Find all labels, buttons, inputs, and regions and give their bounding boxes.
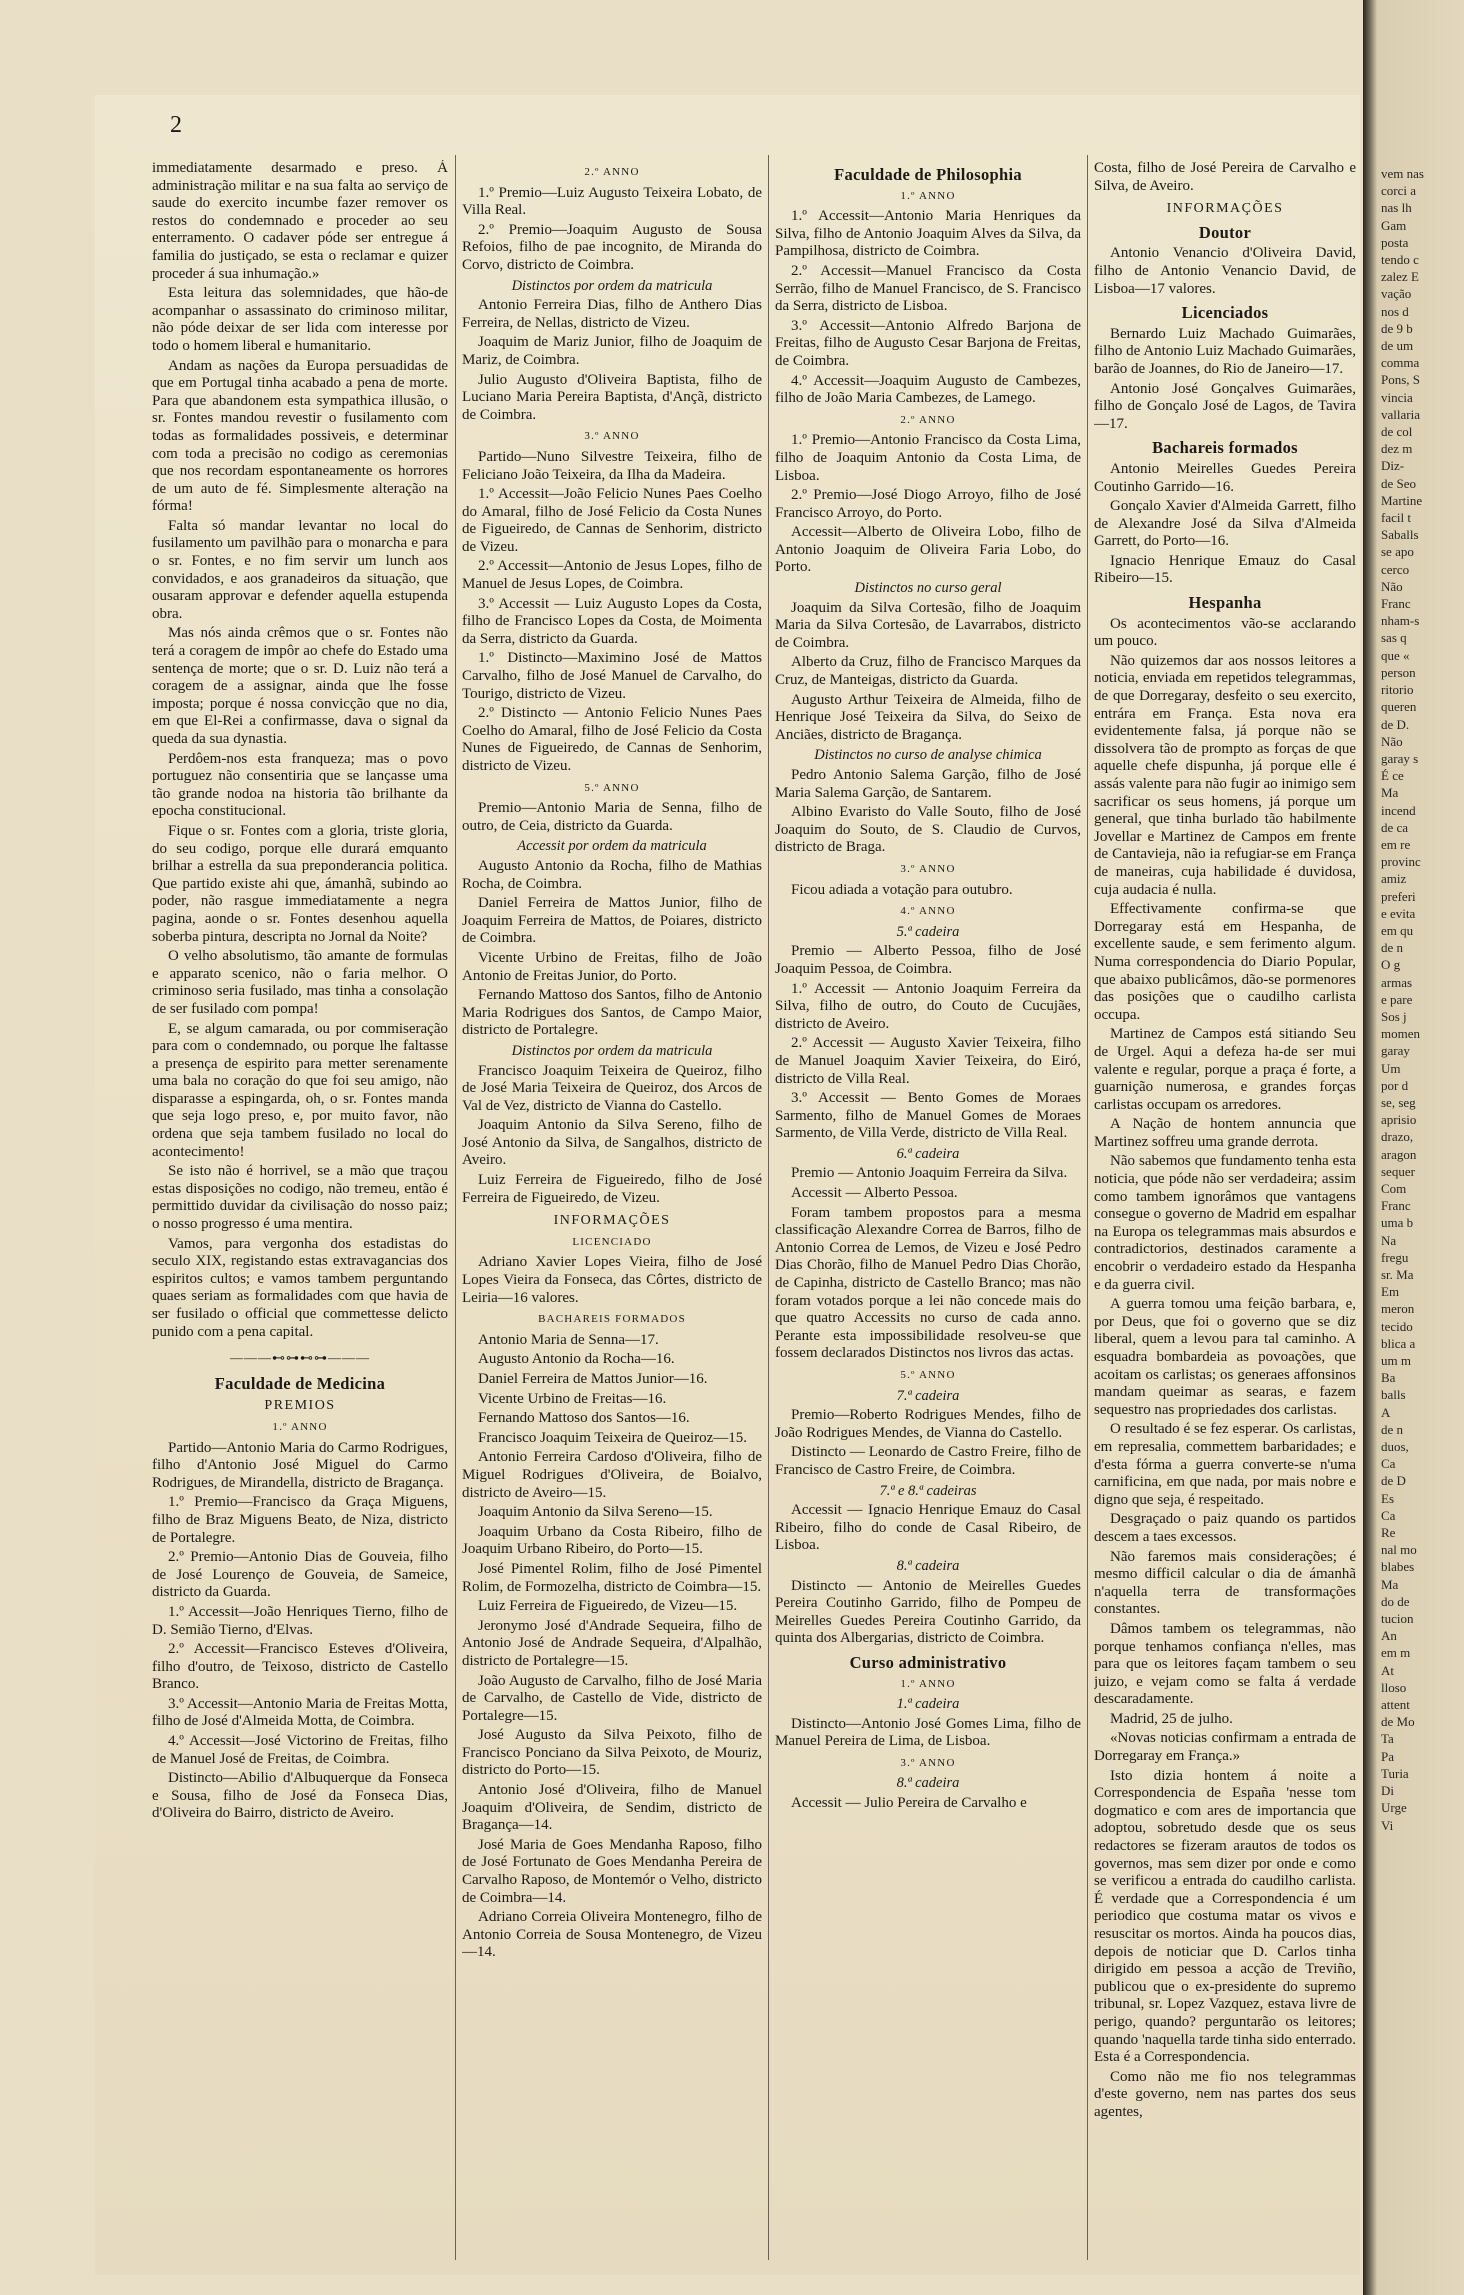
adjacent-page-line: se apo bbox=[1381, 544, 1414, 560]
list-item: Augusto Antonio da Rocha—16. bbox=[478, 1351, 675, 1368]
subheading: Distinctos no curso de analyse chimica bbox=[814, 747, 1042, 764]
adjacent-page-line: nham-s bbox=[1381, 613, 1420, 629]
adjacent-page-line: posta bbox=[1381, 234, 1409, 250]
column-rule bbox=[455, 155, 456, 2260]
adjacent-page-line: em qu bbox=[1381, 922, 1414, 938]
list-item: Luiz Ferreira de Figueiredo, filho de José Ferreira de Figueiredo, de Vizeu. bbox=[462, 1172, 762, 1206]
list-item: Alberto da Cruz, filho de Francisco Marques da Cruz, de Manteigas, districto da Guarda. bbox=[775, 654, 1081, 689]
year-heading: 2.º ANNO bbox=[900, 413, 956, 426]
adjacent-page-line: An bbox=[1381, 1628, 1397, 1644]
adjacent-page-line: Com bbox=[1381, 1180, 1407, 1196]
adjacent-page-line: zalez E bbox=[1381, 269, 1419, 285]
list-item: 2.º Premio—Joaquim Augusto de Sousa Refoios, filho de pae incognito, de Miranda do Corvo, districto de Coimbra. bbox=[462, 221, 762, 273]
adjacent-page-line: É ce bbox=[1381, 768, 1404, 784]
adjacent-page-line: Es bbox=[1381, 1490, 1394, 1506]
list-item: Adriano Correia Oliveira Montenegro, filho de Antonio Correia de Sousa Montenegro, de Vizeu—14. bbox=[462, 1909, 762, 1961]
list-item: Augusto Antonio da Rocha, filho de Mathias Rocha, de Coimbra. bbox=[462, 857, 762, 892]
list-item: Ignacio Henrique Emauz do Casal Ribeiro—15. bbox=[1094, 552, 1356, 587]
subheading: 6.ª cadeira bbox=[896, 1145, 960, 1162]
list-item: 1.º Distincto—Maximino José de Mattos Carvalho, filho de José Manuel de Carvalho, do Tourigo, districto de Vizeu. bbox=[462, 650, 762, 702]
adjacent-page-line: se, seg bbox=[1381, 1094, 1416, 1110]
paragraph: immediatamente desarmado e preso. Á administração militar e na sua falta ao serviço de saude do exercito incumbe fazer remover os restos do condemnado e proceder ao seu enterramento. O cadaver póde ser entregue á familia do justiçado, se esta o reclamar e quizer proceder á sua inhumação.» bbox=[152, 160, 448, 282]
year-heading: 1.º ANNO bbox=[900, 1677, 956, 1690]
adjacent-page-line: facil t bbox=[1381, 510, 1411, 526]
section-heading: Faculdade de Medicina bbox=[214, 1373, 386, 1393]
year-heading: 5.º ANNO bbox=[584, 781, 640, 794]
subheading: Distinctos por ordem da matricula bbox=[511, 1042, 713, 1059]
list-item: 2.º Premio—Antonio Dias de Gouveia, filho de José Lourenço de Gouveia, de Sameice, districto da Guarda. bbox=[152, 1549, 448, 1601]
list-item: Accessit—Alberto de Oliveira Lobo, filho de Antonio Joaquim de Oliveira Faria Lobo, do Porto. bbox=[775, 524, 1081, 576]
adjacent-page-line: sas q bbox=[1381, 630, 1407, 646]
adjacent-page-line: momen bbox=[1381, 1026, 1420, 1042]
list-item: Joaquim da Silva Cortesão, filho de Joaquim Maria da Silva Cortesão, de Lavarrabos, districto de Coimbra. bbox=[775, 599, 1081, 651]
adjacent-page-line: tecido bbox=[1381, 1318, 1413, 1334]
list-item: 3.º Accessit — Bento Gomes de Moraes Sarmento, filho de Manuel Gomes de Moraes Sarmento, de Villa Verde, districto de Villa Real. bbox=[775, 1090, 1081, 1142]
list-item: Antonio José d'Oliveira, filho de Manuel Joaquim d'Oliveira, de Sendim, districto de Bragança—14. bbox=[462, 1782, 762, 1834]
paragraph: O resultado é se fez esperar. Os carlistas, em represalia, commettem barbaridades; e d'esta fórma a guerra converte-se n'uma carnificina, em que nada, por mais nobre e digno que seja, é respeitado. bbox=[1094, 1421, 1356, 1508]
adjacent-page-line: por d bbox=[1381, 1077, 1409, 1093]
year-heading: 5.º ANNO bbox=[900, 1369, 956, 1381]
section-heading: Faculdade de Philosophia bbox=[834, 165, 1022, 184]
paragraph: Desgraçado o paiz quando os partidos descem a taes excessos. bbox=[1094, 1511, 1356, 1545]
adjacent-page-line: sequer bbox=[1381, 1163, 1415, 1179]
list-item: Albino Evaristo do Valle Souto, filho de José Joaquim do Souto, de S. Claudio de Curvos, districto de Braga. bbox=[775, 804, 1081, 856]
paragraph: «Novas noticias confirmam a entrada de Dorregaray em França.» bbox=[1094, 1730, 1356, 1765]
adjacent-page-line: aprisio bbox=[1381, 1112, 1417, 1128]
list-item: Accessit — Julio Pereira de Carvalho e bbox=[791, 1795, 1027, 1812]
subheading: Licenciados bbox=[1181, 303, 1269, 323]
list-item: Premio—Antonio Maria de Senna, filho de outro, de Ceia, districto da Guarda. bbox=[462, 800, 762, 834]
adjacent-page-line: meron bbox=[1381, 1301, 1415, 1317]
adjacent-page-line: garay s bbox=[1381, 750, 1419, 766]
subheading: LICENCIADO bbox=[572, 1235, 652, 1248]
adjacent-page-line: Re bbox=[1381, 1525, 1396, 1541]
adjacent-page-line: At bbox=[1381, 1662, 1394, 1678]
subheading: 7.ª cadeira bbox=[896, 1387, 960, 1404]
subheading: Doutor bbox=[1198, 222, 1252, 242]
section-heading: Hespanha bbox=[1188, 593, 1262, 613]
list-item: 2.º Accessit — Augusto Xavier Teixeira, filho de Manuel Joaquim Xavier Teixeira, do Eiró, districto de Villa Real. bbox=[775, 1035, 1081, 1087]
list-item: Bernardo Luiz Machado Guimarães, filho de Antonio Luiz Machado Guimarães, barão de Joannes, do Rio de Janeiro—17. bbox=[1094, 325, 1356, 377]
adjacent-page-line: de D. bbox=[1381, 716, 1410, 732]
adjacent-page-line: aragon bbox=[1381, 1146, 1417, 1162]
list-item: 1.º Premio—Francisco da Graça Miguens, filho de Braz Miguens Beato, de Niza, districto de Portalegre. bbox=[152, 1494, 448, 1546]
list-item: 4.º Accessit—Joaquim Augusto de Cambezes, filho de João Maria Cambezes, de Lamego. bbox=[775, 372, 1081, 407]
year-heading: 4.º ANNO bbox=[900, 905, 956, 918]
subheading: Distinctos por ordem da matricula bbox=[511, 277, 713, 294]
list-item: Partido—Antonio Maria do Carmo Rodrigues, filho d'Antonio José Miguel do Carmo Rodrigues, de Mirandella, districto de Bragança. bbox=[152, 1439, 448, 1491]
year-heading: 2.º ANNO bbox=[584, 166, 640, 178]
adjacent-page-line: e pare bbox=[1381, 991, 1413, 1007]
subheading: BACHAREIS FORMADOS bbox=[538, 1313, 686, 1326]
list-item: Luiz Ferreira de Figueiredo, de Vizeu—15. bbox=[478, 1598, 738, 1615]
adjacent-page-line: Não bbox=[1381, 578, 1403, 594]
list-item: Antonio Ferreira Cardoso d'Oliveira, filho de Miguel Rodrigues d'Oliveira, de Boialvo, districto de Aveiro—15. bbox=[462, 1449, 762, 1501]
list-item: Distincto—Abilio d'Albuquerque da Fonseca e Sousa, filho de José da Fonseca Dias, d'Oliveira do Bairro, districto de Aveiro. bbox=[152, 1770, 448, 1822]
adjacent-page-text bbox=[1381, 165, 1464, 1834]
adjacent-page-line: Franc bbox=[1381, 1198, 1411, 1214]
adjacent-page-line: A bbox=[1381, 1404, 1391, 1420]
adjacent-page-line: Ca bbox=[1381, 1456, 1396, 1472]
subheading: INFORMAÇÕES bbox=[1166, 201, 1284, 217]
page-number: 2 bbox=[170, 112, 182, 138]
column-1 bbox=[152, 160, 448, 2260]
subheading: 8.ª cadeira bbox=[896, 1775, 960, 1792]
adjacent-page-line: Ma bbox=[1381, 1576, 1399, 1592]
adjacent-page-line: em m bbox=[1381, 1645, 1411, 1661]
subheading: 8.ª cadeira bbox=[896, 1557, 960, 1574]
list-item: 2.º Accessit—Francisco Esteves d'Oliveira, filho d'outro, de Teixoso, districto de Castello Branco. bbox=[152, 1641, 448, 1693]
adjacent-page-line: Gam bbox=[1381, 217, 1407, 233]
adjacent-page-line: Um bbox=[1381, 1060, 1401, 1076]
adjacent-page-line: de D bbox=[1381, 1473, 1406, 1489]
adjacent-page-line: Não bbox=[1381, 733, 1403, 749]
paragraph: Vamos, para vergonha dos estadistas do seculo XIX, registando estas extravagancias dos espiritos cultos; e vamos tambem perguntando quaes seriam as formalidades com que havia de ser fusilado o official que commettesse delicto punido com a pena capital. bbox=[152, 1235, 448, 1340]
adjacent-page-line: Di bbox=[1381, 1783, 1394, 1799]
paragraph: Como não me fio nos telegrammas d'este governo, nem nas partes dos seus agentes, bbox=[1094, 2068, 1356, 2120]
subheading: Accessit por ordem da matricula bbox=[517, 838, 707, 855]
list-item: 3.º Accessit—Antonio Alfredo Barjona de Freitas, filho de Augusto Cesar Barjona de Freitas, de Coimbra. bbox=[775, 317, 1081, 369]
list-item: Antonio Venancio d'Oliveira David, filho de Antonio Venancio David, de Lisboa—17 valores. bbox=[1094, 245, 1356, 297]
paragraph: Falta só mandar levantar no local do fusilamento um pavilhão para o monarcha e para o sr. Fontes, e no fim servir um lunch aos convidados, e aos granadeiros da situação, que ousaram approvar e defender aquella estupenda obra. bbox=[152, 517, 448, 622]
adjacent-page-line: duos, bbox=[1381, 1439, 1409, 1455]
list-item: 1.º Accessit—João Henriques Tierno, filho de D. Semião Tierno, d'Elvas. bbox=[152, 1603, 448, 1638]
adjacent-page-line: um m bbox=[1381, 1353, 1411, 1369]
adjacent-page-line: e evita bbox=[1381, 905, 1416, 921]
subheading: Bachareis formados bbox=[1152, 438, 1298, 458]
list-item: 1.º Accessit—João Felicio Nunes Paes Coelho do Amaral, filho de José Felicio da Costa Nunes de Figueiredo, de Cannas de Senhorim, districto de Vizeu. bbox=[462, 486, 762, 555]
adjacent-page-line: do de bbox=[1381, 1593, 1410, 1609]
paragraph: O velho absolutismo, tão amante de formulas e apparato scenico, não o faria melhor. O criminoso seria fusilado, mas tinha a consolação de ser fusilado com pompa! bbox=[152, 948, 448, 1017]
adjacent-page-line: tucion bbox=[1381, 1611, 1414, 1627]
dateline: Madrid, 25 de julho. bbox=[1110, 1710, 1233, 1727]
paragraph: A guerra tomou uma feição barbara, e, por Deus, que foi o governo que se diz liberal, quem a levou para tal caminho. A esquadra bombardeia as povoações, que acoitam os carlistas; os generaes affonsinos mandam queimar as searas, e fazem sequestro nas propriedades dos carlistas. bbox=[1094, 1296, 1356, 1418]
list-item: Francisco Joaquim Teixeira de Queiroz—15. bbox=[478, 1429, 748, 1446]
list-item: Distincto—Antonio José Gomes Lima, filho de Manuel Pereira de Lima, de Lisboa. bbox=[775, 1715, 1081, 1750]
adjacent-page-line: provinc bbox=[1381, 854, 1421, 870]
adjacent-page-line: Ca bbox=[1381, 1507, 1396, 1523]
adjacent-page-line: incend bbox=[1381, 802, 1416, 818]
subheading: INFORMAÇÕES bbox=[553, 1213, 671, 1229]
adjacent-page-line: blica a bbox=[1381, 1335, 1416, 1351]
adjacent-page-line: nos d bbox=[1381, 303, 1409, 319]
adjacent-page-line: attent bbox=[1381, 1697, 1410, 1713]
adjacent-page-line: fregu bbox=[1381, 1249, 1409, 1265]
list-item: Francisco Joaquim Teixeira de Queiroz, filho de José Maria Teixeira de Queiroz, dos Arcos de Val de Vez, districto de Vianna do Castello. bbox=[462, 1062, 762, 1114]
list-item: Partido—Nuno Silvestre Teixeira, filho de Feliciano João Teixeira, da Ilha da Madeira. bbox=[462, 448, 762, 483]
paragraph: Fique o sr. Fontes com a gloria, triste gloria, do seu codigo, porque elle durará emquanto brilhar a estrella da sua preponderancia politica. Que partido existe ahi que, ámanhã, subindo ao poder, não rasgue immediatamente a negra pagina, aonde o sr. Fontes desenhou aquella soberba pintura, descripta no Jornal da Noite? bbox=[152, 822, 448, 945]
list-item: Antonio Meirelles Guedes Pereira Coutinho Garrido—16. bbox=[1094, 460, 1356, 495]
list-item: Julio Augusto d'Oliveira Baptista, filho de Luciano Maria Pereira Baptista, d'Ançã, districto de Coimbra. bbox=[462, 371, 762, 423]
list-item: Daniel Ferreira de Mattos Junior, filho de Joaquim Ferreira de Mattos, de Poiares, districto de Coimbra. bbox=[462, 895, 762, 947]
adjacent-page-line: de col bbox=[1381, 424, 1413, 440]
list-item: Daniel Ferreira de Mattos Junior—16. bbox=[478, 1371, 708, 1387]
paragraph: E, se algum camarada, ou por commiseração para com o condemnado, ou porque lhe faltasse a presença de espirito para metter serenamente uma bala no coração do que foi seu amigo, não disparasse a espingarda, oh, o sr. Fontes manda que seja logo preso, e, por muito favor, não ordena que seja tambem fusilado no local do acontecimento! bbox=[152, 1020, 448, 1160]
year-heading: 3.º ANNO bbox=[900, 1756, 956, 1769]
list-item: Joaquim Antonio da Silva Sereno—15. bbox=[478, 1504, 713, 1521]
list-item: 2.º Accessit—Manuel Francisco da Costa Serrão, filho de Manuel Francisco, de S. Francisco da Serra, districto de Lisboa. bbox=[775, 262, 1081, 315]
list-item: 1.º Premio—Luiz Augusto Teixeira Lobato, de Villa Real. bbox=[462, 184, 762, 219]
paragraph: Andam as nações da Europa persuadidas de que em Portugal tinha acabado a pena de morte. Para que abandonem esta sympathica illusão, o sr. Fontes mandou revestir o fusilamento com todas as formalidades possiveis, e determinar com toda a precisão no codigo as ceremonias que nos recordam espontaneamente os horrores de um auto de fé. Simplesmente alteração na fórma! bbox=[152, 357, 448, 515]
list-item: Vicente Urbino de Freitas—16. bbox=[478, 1390, 667, 1407]
adjacent-page-line: vallaria bbox=[1381, 406, 1420, 422]
adjacent-page-line: nal mo bbox=[1381, 1542, 1417, 1558]
adjacent-page-line: amiz bbox=[1381, 871, 1407, 887]
list-item: Antonio Maria de Senna—17. bbox=[478, 1331, 659, 1348]
list-item: Premio — Antonio Joaquim Ferreira da Silva. bbox=[791, 1165, 1068, 1182]
list-item: José Pimentel Rolim, filho de José Pimentel Rolim, de Formozelha, districto de Coimbra—15. bbox=[462, 1560, 762, 1595]
adjacent-page-line: person bbox=[1381, 664, 1416, 680]
list-item: Antonio Ferreira Dias, filho de Anthero Dias Ferreira, de Nellas, districto de Vizeu. bbox=[462, 297, 762, 331]
list-item: José Maria de Goes Mendanha Raposo, filho de José Fortunato de Goes Mendanha Pereira de Carvalho Raposo, de Montemór o Velho, districto de Coimbra—14. bbox=[462, 1836, 762, 1906]
adjacent-page-line: balls bbox=[1381, 1387, 1406, 1403]
year-heading: 3.º ANNO bbox=[900, 862, 956, 875]
adjacent-page-line: em re bbox=[1381, 836, 1411, 852]
adjacent-page-line: drazo, bbox=[1381, 1129, 1414, 1145]
list-item: Fernando Mattoso dos Santos, filho de Antonio Maria Rodrigues dos Santos, de Campo Maior, districto de Portalegre. bbox=[462, 987, 762, 1039]
adjacent-page-line: blabes bbox=[1381, 1559, 1415, 1575]
adjacent-page-line: de 9 b bbox=[1381, 320, 1413, 336]
list-item: 3.º Accessit — Luiz Augusto Lopes da Costa, filho de Francisco Lopes da Costa, de Moimenta da Serra, districto da Guarda. bbox=[462, 595, 762, 647]
adjacent-page-line: O g bbox=[1381, 957, 1401, 973]
list-item: Distincto — Antonio de Meirelles Guedes Pereira Coutinho Garrido, filho de Pompeu de Meirelles Guedes Pereira Coutinho Garrido, da quinta dos Albergarias, districto de Coimbra. bbox=[775, 1577, 1081, 1647]
list-item: Accessit — Ignacio Henrique Emauz do Casal Ribeiro, filho do conde de Casal Ribeiro, de Lisboa. bbox=[775, 1502, 1081, 1554]
adjacent-page-line: lloso bbox=[1381, 1679, 1407, 1695]
list-item: 2.º Distincto — Antonio Felicio Nunes Paes Coelho do Amaral, filho de José Felicio da Costa Nunes de Figueiredo, de Cannas de Senhorim, districto de Vizeu. bbox=[462, 705, 762, 774]
list-item: 2.º Premio—José Diogo Arroyo, filho de José Francisco Arroyo, do Porto. bbox=[775, 487, 1081, 521]
paragraph: Dâmos tambem os telegrammas, não porque tenhamos confiança n'elles, mas para que os leitores façam tambem o seu juizo, e vejam como se falta á verdade descaradamente. bbox=[1094, 1620, 1356, 1708]
paragraph: Costa, filho de José Pereira de Carvalho e Silva, de Aveiro. bbox=[1094, 160, 1356, 194]
list-item: 2.º Accessit—Antonio de Jesus Lopes, filho de Manuel de Jesus Lopes, de Coimbra. bbox=[462, 558, 762, 593]
list-item: Gonçalo Xavier d'Almeida Garrett, filho de Alexandre José da Silva d'Almeida Garrett, do Porto—16. bbox=[1094, 498, 1356, 550]
list-item: 1.º Accessit — Antonio Joaquim Ferreira da Silva, filho de outro, do Couto de Cucujães, districto de Aveiro. bbox=[775, 980, 1081, 1032]
adjacent-page-line: de Seo bbox=[1381, 475, 1417, 491]
adjacent-page-line: que « bbox=[1381, 647, 1410, 663]
list-item: Joaquim de Mariz Junior, filho de Joaquim de Mariz, de Coimbra. bbox=[462, 334, 762, 368]
paragraph: Martinez de Campos está sitiando Seu de Urgel. Aqui a defeza ha-de ser mui valente e regular, porque a praça é forte, a guarnição numerosa, e grandes forças carlistas occupam os arredores. bbox=[1094, 1026, 1356, 1113]
adjacent-page-line: Pa bbox=[1381, 1748, 1394, 1764]
adjacent-page-line: queren bbox=[1381, 699, 1417, 715]
adjacent-page-line: vincia bbox=[1381, 389, 1413, 405]
subheading: Distinctos no curso geral bbox=[854, 580, 1002, 597]
list-item: 1.º Accessit—Antonio Maria Henriques da Silva, filho de Antonio Joaquim Alves da Silva, da Pampilhosa, districto de Coimbra. bbox=[775, 208, 1081, 260]
ornament-divider: ———⊷⊶⊷⊶——— bbox=[230, 1350, 370, 1366]
adjacent-page-line: garay bbox=[1381, 1043, 1410, 1059]
year-heading: 1.º ANNO bbox=[900, 189, 956, 202]
list-item: 1.º Premio—Antonio Francisco da Costa Lima, filho de Joaquim Antonio da Costa Lima, de Lisboa. bbox=[775, 432, 1081, 484]
list-item: João Augusto de Carvalho, filho de José Maria de Carvalho, de Castello de Vide, districto de Portalegre—15. bbox=[462, 1672, 762, 1724]
adjacent-page-line: de ca bbox=[1381, 819, 1409, 835]
adjacent-page-edge bbox=[1363, 0, 1464, 2295]
paragraph: Foram tambem propostos para a mesma classificação Alexandre Correa de Barros, filho de Antonio Correa de Lemos, de Vizeu e José Pedro Dias Chorão, filho de Manuel Pedro Dias Chorão, de Capinha, districto de Castello Branco; mas não foram votados porque a lei não concede mais do que quatro Accessits no curso de cada anno. Perante esta impossibilidade resolveu-se que fossem declarados Distinctos nos livros das actas. bbox=[775, 1204, 1081, 1362]
list-item: Augusto Arthur Teixeira de Almeida, filho de Henrique José Teixeira da Silva, do Seixo de Anciães, districto de Bragança. bbox=[775, 691, 1081, 743]
adjacent-page-line: tendo c bbox=[1381, 252, 1419, 268]
list-item: Vicente Urbino de Freitas, filho de João Antonio de Freitas Junior, do Porto. bbox=[462, 949, 762, 984]
list-item: Antonio José Gonçalves Guimarães, filho de Gonçalo José de Lagos, de Tavira—17. bbox=[1094, 380, 1356, 432]
list-item: Jeronymo José d'Andrade Sequeira, filho de Antonio José de Andrade Sequeira, d'Alpalhão, districto de Portalegre—15. bbox=[462, 1617, 762, 1669]
list-item: Fernando Mattoso dos Santos—16. bbox=[478, 1410, 690, 1427]
section-heading: Curso administrativo bbox=[849, 1652, 1007, 1672]
year-heading: 3.º ANNO bbox=[584, 430, 640, 443]
adjacent-page-line: uma b bbox=[1381, 1215, 1414, 1231]
paragraph: Perdôem-nos esta franqueza; mas o povo portuguez não consentiria que se lançasse uma tão grande nodoa na historia tão brilhante da epocha constitucional. bbox=[152, 750, 448, 820]
subheading: 7.ª e 8.ª cadeiras bbox=[879, 1482, 977, 1499]
list-item: Joaquim Urbano da Costa Ribeiro, filho de Joaquim Urbano Ribeiro, do Porto—15. bbox=[462, 1523, 762, 1558]
column-2 bbox=[462, 160, 762, 2260]
adjacent-page-line: dez m bbox=[1381, 441, 1413, 457]
paragraph: Esta leitura das solemnidades, que hão-de acompanhar o assassinato do criminoso militar, não póde deixar de ser lida com interesse por todo o homem liberal e humanitario. bbox=[152, 285, 448, 354]
adjacent-page-line: Urge bbox=[1381, 1800, 1407, 1816]
paragraph: Os acontecimentos vão-se acclarando um pouco. bbox=[1094, 615, 1356, 650]
adjacent-page-line: Saballs bbox=[1381, 527, 1419, 543]
adjacent-page-line: comma bbox=[1381, 355, 1420, 371]
column-3 bbox=[775, 160, 1081, 2260]
adjacent-page-line: nas lh bbox=[1381, 200, 1412, 216]
paragraph: Effectivamente confirma-se que Dorregaray está em Hespanha, de excellente saude, e sem ferimento algum. Numa correspondencia do Diario Popular, que abaixo publicâmos, dão-se pormenores das posições que o caudilho carlista occupa. bbox=[1094, 901, 1356, 1023]
paragraph: Isto dizia hontem á noite a Correspondencia de España 'nesse tom dogmatico e com ares de importancia que adoptou, sobretudo desde que os seus redactores se fizeram arautos de todos os governos, mas sem dizer por onde e como se verificou a entrada do caudilho carlista. É verdade que a Correspondencia é um periodico que costuma matar os vivos e resuscitar os mortos. Ainda ha poucos dias, depois de noticiar que D. Carlos tinha dirigido em pessoa a acção de Treviño, publicou que o ex-presidente do supremo tribunal, sr. Lopez Vazquez, estava livre de perigo, quando? perguntarão os leitores; quando 'naquella tarde tinha sido enterrado. Esta é a Correspondencia. bbox=[1094, 1767, 1356, 2066]
adjacent-page-line: vação bbox=[1381, 286, 1412, 302]
list-item: Accessit — Alberto Pessoa. bbox=[791, 1185, 958, 1202]
column-rule bbox=[768, 155, 769, 2260]
list-item: Premio — Alberto Pessoa, filho de José Joaquim Pessoa, de Coimbra. bbox=[775, 943, 1081, 977]
list-item: Joaquim Antonio da Silva Sereno, filho de José Antonio da Silva, de Sangalhos, districto de Aveiro. bbox=[462, 1117, 762, 1169]
adjacent-page-line: preferi bbox=[1381, 888, 1416, 904]
adjacent-page-line: Ma bbox=[1381, 785, 1399, 801]
column-rule bbox=[1087, 155, 1088, 2260]
subheading: 1.ª cadeira bbox=[896, 1696, 960, 1713]
adjacent-page-line: de Mo bbox=[1381, 1714, 1415, 1730]
adjacent-page-line: Pons, S bbox=[1381, 372, 1421, 388]
list-item: José Augusto da Silva Peixoto, filho de Francisco Ponciano da Silva Peixoto, de Mouriz, districto do Porto—15. bbox=[462, 1727, 762, 1779]
adjacent-page-line: corci a bbox=[1381, 183, 1417, 199]
adjacent-page-line: Sos j bbox=[1381, 1008, 1407, 1024]
adjacent-page-line: Em bbox=[1381, 1284, 1400, 1300]
list-item: Distincto — Leonardo de Castro Freire, filho de Francisco de Castro Freire, de Coimbra. bbox=[775, 1444, 1081, 1478]
adjacent-page-line: ritorio bbox=[1381, 682, 1414, 698]
adjacent-page-line: de n bbox=[1381, 940, 1404, 956]
adjacent-page-line: Turia bbox=[1381, 1765, 1409, 1781]
list-item: 3.º Accessit—Antonio Maria de Freitas Motta, filho de José d'Almeida Motta, de Coimbra. bbox=[152, 1695, 448, 1730]
paragraph: Mas nós ainda crêmos que o sr. Fontes não terá a coragem de impôr ao chefe do Estado uma sentença de morte; que o sr. D. Luiz não terá a coragem de a assignar, ainda que lhe fosse imposta; porque é nossa convicção que no dia, em que El-Rei a confirmasse, dava o signal da queda da sua dynastia. bbox=[152, 625, 448, 747]
list-item: 4.º Accessit—José Victorino de Freitas, filho de Manuel José de Freitas, de Coimbra. bbox=[152, 1733, 448, 1767]
subheading: PREMIOS bbox=[264, 1398, 336, 1414]
adjacent-page-line: Na bbox=[1381, 1232, 1397, 1248]
adjacent-page-line: cerco bbox=[1381, 561, 1410, 577]
paragraph: Se isto não é horrivel, se a mão que traçou estas disposições no codigo, não tremeu, então é permittido duvidar da civilisação do nosso paiz; o nosso progresso é uma mentira. bbox=[152, 1163, 448, 1233]
adjacent-page-line: Martine bbox=[1381, 492, 1423, 508]
list-item: Premio—Roberto Rodrigues Mendes, filho de João Rodrigues Mendes, de Vianna do Castello. bbox=[775, 1407, 1081, 1441]
paragraph: Não faremos mais considerações; é mesmo difficil calcular o dia de ámanhã n'aquella terra de transformações constantes. bbox=[1094, 1548, 1356, 1618]
adjacent-page-line: Franc bbox=[1381, 596, 1411, 612]
paragraph: Não quizemos dar aos nossos leitores a noticia, enviada em repetidos telegrammas, de que Dorregaray, desfeito o seu exercito, entrára em França. Esta nova era evidentemente falsa, já porque não se dissolvera tão de prompto as forças de que aquelle chefe dispunha, já porque elle é assás valente para não fugir ao inimigo sem sacrificar os seus homens, já porque um general, que tinha burlado tão habilmente Jovellar e Martinez de Campos em frente de Cantavieja, não ia refugiar-se em França de maneiras, cuja habilidade é duvidosa, cuja audacia é nulla. bbox=[1094, 652, 1356, 898]
adjacent-page-line: de n bbox=[1381, 1421, 1404, 1437]
paragraph: Não sabemos que fundamento tenha esta noticia, que póde não ser verdadeira; assim como tambem ignorâmos que vantagens consegue o governo de Madrid em espalhar na Europa os telegrammas mais absurdos e contradictorios, destinados caramente a encobrir o verdadeiro estado da Hespanha e da guerra civil. bbox=[1094, 1153, 1356, 1293]
year-heading: 1.º ANNO bbox=[272, 1420, 328, 1433]
adjacent-page-line: vem nas bbox=[1381, 166, 1424, 181]
adjacent-page-line: sr. Ma bbox=[1381, 1267, 1414, 1282]
list-item: Adriano Xavier Lopes Vieira, filho de José Lopes Vieira da Fonseca, das Côrtes, districto de Leiria—16 valores. bbox=[462, 1254, 762, 1306]
adjacent-page-line: Vi bbox=[1381, 1817, 1394, 1833]
adjacent-page-line: Ta bbox=[1381, 1731, 1394, 1747]
list-item: Ficou adiada a votação para outubro. bbox=[791, 881, 1013, 898]
column-4 bbox=[1094, 160, 1356, 2260]
adjacent-page-line: Ba bbox=[1381, 1370, 1396, 1386]
paragraph: A Nação de hontem annuncia que Martinez soffreu uma grande derrota. bbox=[1094, 1116, 1356, 1150]
adjacent-page-line: Diz- bbox=[1381, 458, 1405, 474]
list-item: Pedro Antonio Salema Garção, filho de José Maria Salema Garção, de Santarem. bbox=[775, 767, 1081, 801]
adjacent-page-line: armas bbox=[1381, 974, 1413, 990]
subheading: 5.ª cadeira bbox=[896, 923, 960, 940]
adjacent-page-line: de um bbox=[1381, 338, 1414, 354]
